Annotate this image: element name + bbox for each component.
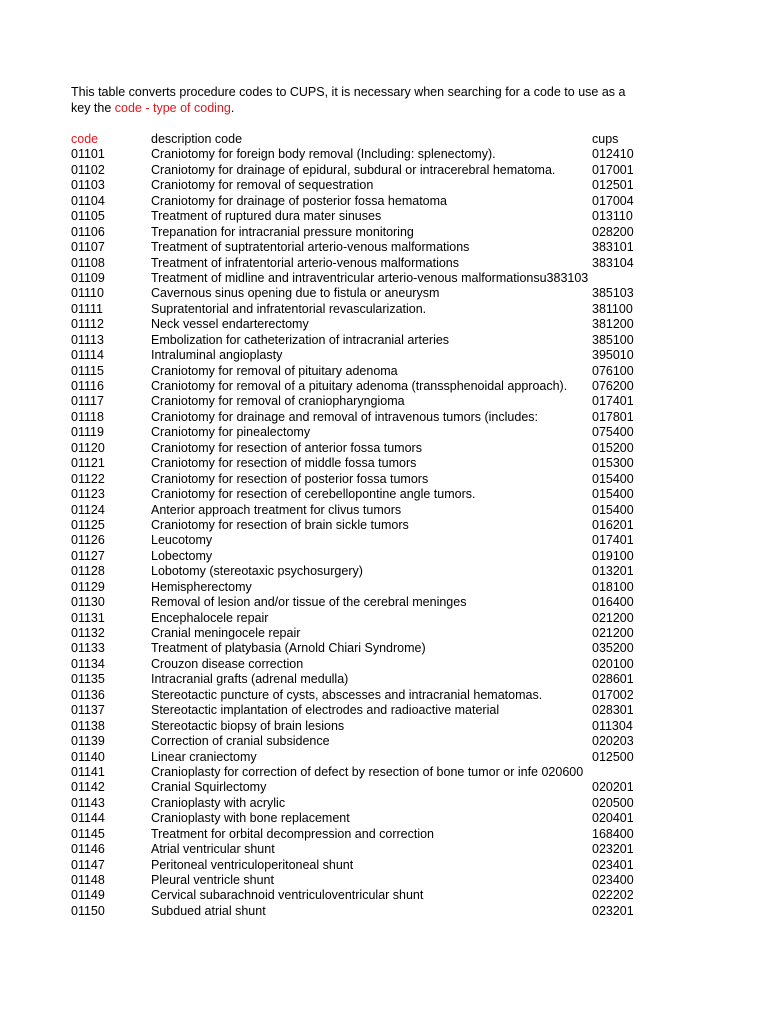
table-row [71, 271, 671, 286]
table-row [71, 256, 671, 271]
description-cell: Craniotomy for removal of pituitary adenoma [151, 363, 398, 378]
header-cups: cups [592, 132, 619, 146]
table-row [71, 333, 671, 348]
description-cell: Treatment for orbital decompression and correction [151, 826, 435, 841]
cups-cell: 023201 [592, 903, 634, 918]
table-row [71, 240, 671, 255]
cups-cell: 013201 [592, 564, 634, 579]
cups-cell: 015400 [592, 502, 634, 517]
description-cell: Treatment of suptratentorial arterio-venous malformations [151, 240, 470, 255]
code-cell: 01120 [71, 440, 105, 455]
table-row [71, 827, 671, 842]
cups-cell: 015400 [592, 487, 634, 502]
description-cell: Cranioplasty with acrylic [151, 795, 286, 810]
table-row [71, 472, 671, 487]
cups-cell: 028601 [592, 672, 634, 687]
code-cell: 01119 [71, 425, 104, 440]
code-cell: 01126 [71, 533, 105, 548]
code-cell: 01140 [71, 749, 105, 764]
cups-cell: 023400 [592, 873, 634, 887]
cups-cell: 020401 [592, 811, 634, 826]
code-cell: 01108 [71, 255, 105, 270]
description-cell: Craniotomy for removal of craniopharyngioma [151, 394, 405, 409]
description-cell: Cranial meningocele repair [151, 626, 301, 640]
code-cell: 01101 [71, 147, 105, 162]
table-row [71, 178, 671, 193]
code-cell: 01143 [71, 795, 105, 810]
code-cell: 01104 [71, 193, 105, 208]
header-code: code [71, 132, 99, 146]
code-cell: 01105 [71, 209, 105, 224]
table-row [71, 904, 671, 919]
cups-cell: 381100 [592, 301, 633, 316]
description-cell: Craniotomy for foreign body removal (Including: splenectomy). [151, 147, 496, 162]
cups-cell: 395010 [592, 348, 634, 363]
intro-line-2-suffix: . [230, 101, 235, 115]
code-cell: 01130 [71, 595, 105, 610]
table-row [71, 394, 671, 409]
table-row [71, 194, 671, 209]
cups-cell: 385100 [592, 332, 634, 347]
description-cell: Craniotomy for resection of posterior fossa tumors [151, 471, 429, 486]
description-cell: Craniotomy for drainage of posterior fossa hematoma [151, 193, 447, 208]
description-cell: Cavernous sinus opening due to fistula or aneurysm [151, 286, 440, 301]
cups-cell: 076200 [592, 379, 634, 393]
table-row [71, 441, 671, 456]
intro-line-1: This table converts procedure codes to CUPS, it is necessary when searching for a code to use as a [71, 85, 626, 99]
table-row [71, 533, 671, 548]
code-cell: 01123 [71, 487, 105, 502]
table-row [71, 564, 671, 579]
coding-type-link[interactable]: code - type of coding [114, 101, 231, 115]
cups-cell: 016400 [592, 595, 634, 610]
description-cell: Correction of cranial subsidence [151, 734, 330, 749]
description-cell: Lobectomy [151, 548, 213, 563]
cups-cell: 385103 [592, 286, 634, 301]
code-cell: 01103 [71, 178, 105, 193]
procedure-code-table [71, 132, 671, 919]
description-cell: Pleural ventricle shunt [151, 873, 274, 887]
code-cell: 01113 [71, 332, 104, 347]
table-row [71, 147, 671, 162]
table-row [71, 364, 671, 379]
code-cell: 01144 [71, 811, 105, 826]
description-cell: Craniotomy for removal of a pituitary adenoma (transsphenoidal approach). [151, 379, 568, 393]
description-cell: Stereotactic biopsy of brain lesions [151, 718, 345, 733]
code-cell: 01124 [71, 502, 105, 517]
description-cell: Cranial Squirlectomy [151, 780, 267, 795]
table-body [71, 147, 671, 919]
code-cell: 01146 [71, 842, 105, 857]
cups-cell: 023401 [592, 857, 634, 872]
intro-line-2-prefix: key the [71, 101, 115, 115]
cups-cell: 017001 [592, 162, 634, 177]
description-cell: Craniotomy for drainage and removal of intravenous tumors (includes: [151, 409, 538, 424]
description-cell: Crouzon disease correction [151, 656, 304, 671]
code-cell: 01128 [71, 564, 105, 579]
description-cell: Craniotomy for pinealectomy [151, 425, 311, 440]
cups-cell: 018100 [592, 579, 634, 594]
description-cell: Stereotactic puncture of cysts, abscesses and intracranial hematomas. [151, 687, 543, 702]
description-cell: Treatment of ruptured dura mater sinuses [151, 209, 382, 224]
table-row [71, 379, 671, 394]
code-cell: 01125 [71, 517, 105, 532]
description-cell: Craniotomy for removal of sequestration [151, 178, 374, 193]
cups-cell: 035200 [592, 641, 634, 656]
cups-cell: 021200 [592, 626, 634, 640]
table-row [71, 487, 671, 502]
code-cell: 01116 [71, 379, 104, 393]
table-row [71, 425, 671, 440]
cups-cell: 075400 [592, 425, 634, 440]
code-cell: 01109 [71, 270, 105, 285]
description-cell: Craniotomy for resection of brain sickle tumors [151, 517, 409, 532]
cups-cell: 017401 [592, 533, 634, 548]
description-cell: Hemispherectomy [151, 579, 252, 594]
description-cell: Atrial ventricular shunt [151, 842, 275, 857]
cups-cell: 023201 [592, 842, 634, 857]
description-cell: Removal of lesion and/or tissue of the cerebral meninges [151, 595, 467, 610]
code-cell: 01129 [71, 579, 105, 594]
code-cell: 01111 [71, 301, 103, 316]
description-cell: Leucotomy [151, 533, 213, 548]
code-cell: 01149 [71, 888, 105, 903]
description-cell: Treatment of platybasia (Arnold Chiari Syndrome) [151, 641, 426, 656]
intro-paragraph [71, 84, 671, 116]
code-cell: 01114 [71, 348, 104, 363]
table-row [71, 657, 671, 672]
cups-cell: 017004 [592, 193, 634, 208]
code-cell: 01137 [71, 703, 105, 718]
cups-cell: 020100 [592, 656, 634, 671]
description-cell: Intracranial grafts (adrenal medulla) [151, 672, 349, 687]
description-cell: Linear craniectomy [151, 749, 257, 764]
cups-cell: 383101 [592, 240, 634, 255]
table-row [71, 503, 671, 518]
cups-cell: 013110 [592, 209, 633, 224]
cups-cell: 020201 [592, 780, 634, 795]
code-cell: 01148 [71, 873, 105, 887]
table-row [71, 842, 671, 857]
description-cell: Craniotomy for resection of middle fossa tumors [151, 456, 417, 471]
code-cell: 01112 [71, 317, 104, 332]
table-row [71, 456, 671, 471]
cups-cell: 015400 [592, 471, 634, 486]
description-cell: Neck vessel endarterectomy [151, 317, 309, 332]
table-row [71, 688, 671, 703]
cups-cell: 381200 [592, 317, 634, 332]
code-cell: 01135 [71, 672, 105, 687]
description-cell: Craniotomy for resection of anterior fossa tumors [151, 440, 422, 455]
cups-cell: 015300 [592, 456, 634, 471]
cups-cell: 011304 [592, 718, 633, 733]
table-row [71, 672, 671, 687]
code-cell: 01121 [71, 456, 105, 471]
cups-cell: 020500 [592, 795, 634, 810]
code-cell: 01138 [71, 718, 105, 733]
description-cell: Treatment of midline and intraventricular arterio-venous malformationsu383103 [151, 270, 589, 285]
table-row [71, 719, 671, 734]
description-cell: Subdued atrial shunt [151, 903, 266, 918]
description-cell: Treatment of infratentorial arterio-venous malformations [151, 255, 460, 270]
code-cell: 01117 [71, 394, 104, 409]
cups-cell: 168400 [592, 826, 634, 841]
code-cell: 01106 [71, 224, 105, 239]
cups-cell: 015200 [592, 440, 634, 455]
table-row [71, 703, 671, 718]
code-cell: 01122 [71, 471, 105, 486]
table-row [71, 888, 671, 903]
table-row [71, 796, 671, 811]
table-row [71, 317, 671, 332]
table-row [71, 348, 671, 363]
description-cell: Trepanation for intracranial pressure monitoring [151, 224, 414, 239]
table-row [71, 734, 671, 749]
table-row [71, 518, 671, 533]
description-cell: Anterior approach treatment for clivus tumors [151, 502, 402, 517]
code-cell: 01102 [71, 162, 105, 177]
code-cell: 01145 [71, 826, 105, 841]
code-cell: 01139 [71, 734, 105, 749]
table-row [71, 595, 671, 610]
table-row [71, 286, 671, 301]
description-cell: Encephalocele repair [151, 610, 269, 625]
table-row [71, 858, 671, 873]
cups-cell: 028200 [592, 224, 634, 239]
table-row [71, 209, 671, 224]
table-row [71, 302, 671, 317]
cups-cell: 012501 [592, 178, 634, 193]
table-row [71, 225, 671, 240]
code-cell: 01147 [71, 857, 105, 872]
cups-cell: 016201 [592, 517, 634, 532]
code-cell: 01150 [71, 903, 105, 918]
table-row [71, 641, 671, 656]
code-cell: 01133 [71, 641, 105, 656]
table-header-row [71, 132, 671, 147]
cups-cell: 021200 [592, 610, 634, 625]
code-cell: 01134 [71, 656, 105, 671]
cups-cell: 012410 [592, 147, 634, 162]
description-cell: Lobotomy (stereotaxic psychosurgery) [151, 564, 363, 579]
code-cell: 01115 [71, 363, 104, 378]
description-cell: Peritoneal ventriculoperitoneal shunt [151, 857, 354, 872]
cups-cell: 383104 [592, 255, 634, 270]
table-row [71, 549, 671, 564]
table-row [71, 626, 671, 641]
code-cell: 01127 [71, 548, 105, 563]
cups-cell: 022202 [592, 888, 634, 903]
code-cell: 01107 [71, 240, 105, 255]
description-cell: Cervical subarachnoid ventriculoventricular shunt [151, 888, 424, 903]
description-cell: Embolization for catheterization of intracranial arteries [151, 332, 450, 347]
description-cell: Supratentorial and infratentorial revascularization. [151, 301, 427, 316]
code-cell: 01118 [71, 409, 104, 424]
cups-cell: 017002 [592, 687, 634, 702]
table-row [71, 811, 671, 826]
code-cell: 01136 [71, 687, 105, 702]
code-cell: 01110 [71, 286, 104, 301]
header-description: description code [151, 132, 243, 146]
table-row [71, 765, 671, 780]
table-row [71, 873, 671, 888]
cups-cell: 028301 [592, 703, 634, 718]
cups-cell: 017401 [592, 394, 634, 409]
table-row [71, 580, 671, 595]
description-cell: Craniotomy for drainage of epidural, subdural or intracerebral hematoma. [151, 162, 556, 177]
description-cell: Craniotomy for resection of cerebellopontine angle tumors. [151, 487, 476, 502]
table-row [71, 410, 671, 425]
code-cell: 01142 [71, 780, 105, 795]
cups-cell: 019100 [592, 548, 634, 563]
code-cell: 01141 [71, 764, 105, 779]
cups-cell: 012500 [592, 749, 634, 764]
cups-cell: 076100 [592, 363, 634, 378]
table-row [71, 611, 671, 626]
description-cell: Cranioplasty for correction of defect by resection of bone tumor or infe 020600 [151, 764, 584, 779]
cups-cell: 020203 [592, 734, 634, 749]
description-cell: Intraluminal angioplasty [151, 348, 283, 363]
table-row [71, 750, 671, 765]
description-cell: Stereotactic implantation of electrodes and radioactive material [151, 703, 500, 718]
description-cell: Cranioplasty with bone replacement [151, 811, 350, 826]
code-cell: 01131 [71, 610, 105, 625]
cups-cell: 017801 [592, 409, 634, 424]
table-row [71, 163, 671, 178]
code-cell: 01132 [71, 626, 105, 640]
table-row [71, 780, 671, 795]
